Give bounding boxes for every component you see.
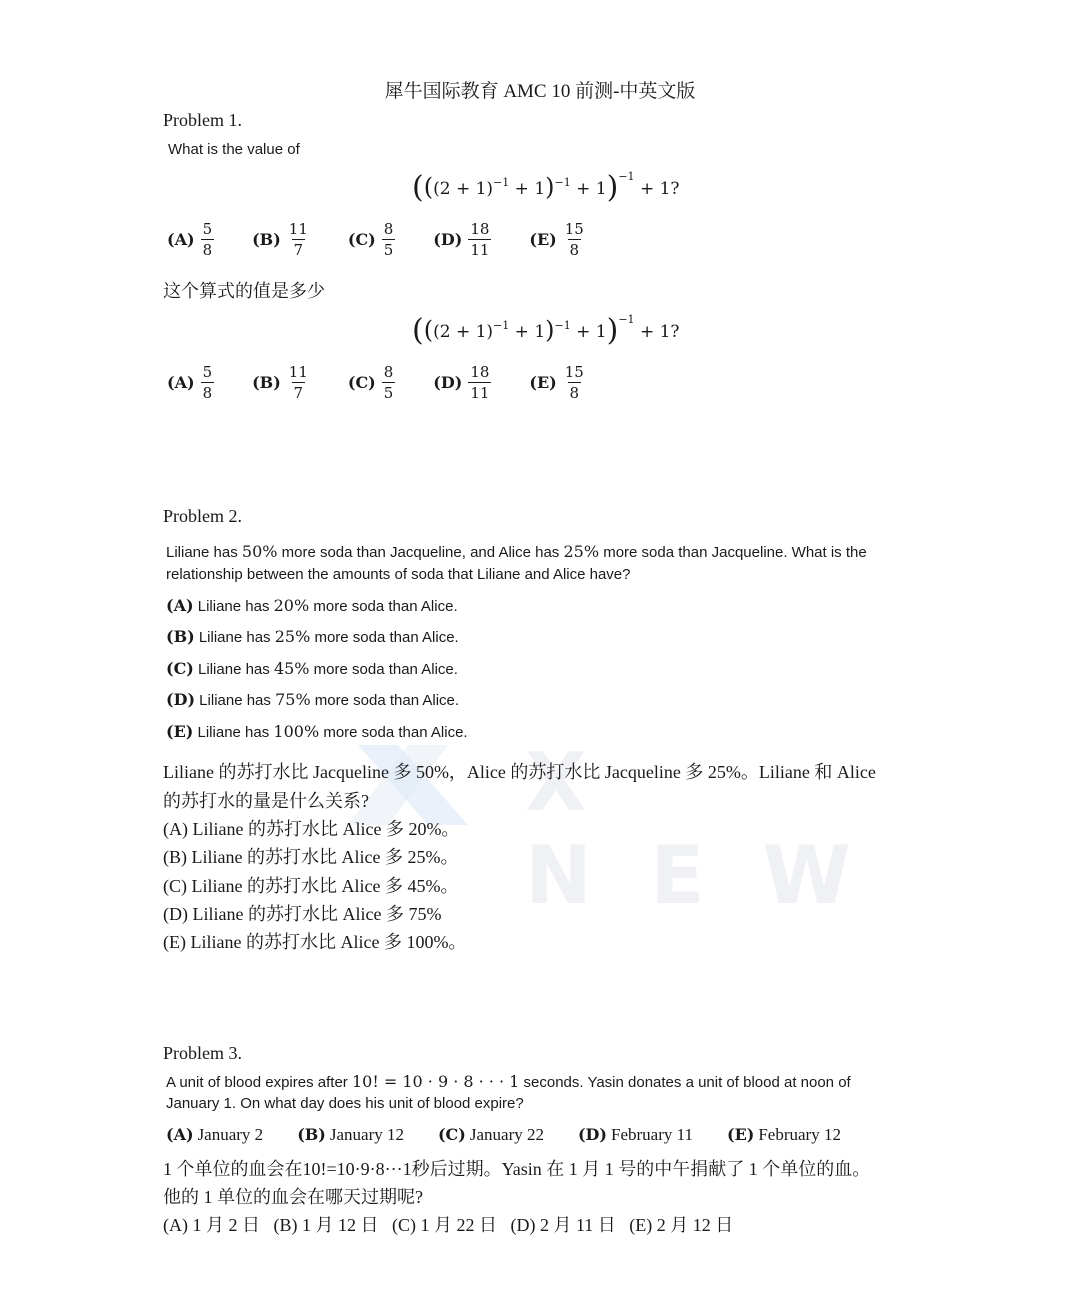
choice-a	[167, 364, 214, 401]
percent: 25%	[563, 542, 600, 561]
option-text: February 12	[758, 1125, 841, 1144]
choice-label: (C)	[347, 230, 376, 249]
expr-tail: + 1?	[634, 179, 680, 199]
text: more soda than Alice.	[310, 692, 460, 709]
text: A unit of blood expires after	[166, 1074, 352, 1091]
paren: (	[412, 313, 424, 348]
exponent: −1	[554, 176, 571, 189]
text: seconds. Yasin donates a unit of blood at noon of	[519, 1074, 851, 1091]
problem2-question-cn-line1: Liliane 的苏打水比 Jacqueline 多 50%，Alice 的苏打水比 Jacqueline 多 25%。Liliane 和 Alice	[163, 762, 876, 782]
paren: )	[545, 173, 555, 201]
problem3-title: Problem 3.	[163, 1043, 242, 1063]
numerator: 18	[470, 220, 490, 238]
fraction	[201, 364, 215, 401]
choice-label: (D)	[433, 230, 463, 249]
text: more soda than Alice.	[310, 629, 459, 646]
exponent: −1	[554, 319, 571, 332]
choice-label: (A)	[167, 230, 195, 249]
document-title: 犀牛国际教育 AMC 10 前测-中英文版	[384, 81, 696, 102]
expr-plus: + 1	[509, 179, 546, 199]
problem1-question-en: What is the value of	[168, 141, 300, 158]
option-label: (D)	[166, 690, 196, 709]
problem2-option-en-c	[166, 659, 458, 678]
expr-inner: (2 + 1)	[433, 179, 494, 199]
problem3-option-en-b	[297, 1125, 404, 1144]
percent: 20%	[273, 596, 310, 615]
denominator: 8	[569, 241, 580, 259]
paren: )	[606, 313, 619, 348]
problem1-choices-en	[167, 221, 624, 258]
fraction	[563, 221, 586, 258]
fraction	[468, 221, 491, 258]
denominator: 5	[383, 241, 394, 259]
watermark-text: X NEW	[525, 736, 909, 922]
choice-label: (B)	[252, 373, 281, 392]
percent: 45%	[273, 659, 310, 678]
problem2-option-cn-d: (D) Liliane 的苏打水比 Alice 多 75%	[163, 904, 442, 924]
problem3-question-cn-line1: 1 个单位的血会在10!=10·9·8···1秒后过期。Yasin 在 1 月 1 号的中午捐献了 1 个单位的血。	[163, 1159, 871, 1179]
paren: (	[412, 170, 424, 205]
problem2-question-cn-line2: 的苏打水的量是什么关系?	[163, 791, 369, 811]
paren: )	[606, 170, 619, 205]
problem1-expression-en	[412, 170, 680, 205]
numerator: 11	[288, 363, 308, 381]
paren: (	[423, 173, 434, 201]
expr-plus: + 1	[509, 322, 546, 342]
fraction	[382, 364, 396, 401]
option-label: (D)	[577, 1125, 607, 1144]
text: Liliane has	[195, 692, 276, 709]
choice-d	[433, 221, 491, 258]
problem2-option-en-d	[166, 690, 459, 709]
option-label: (C)	[166, 659, 194, 678]
option-text: January 22	[469, 1125, 544, 1144]
denominator: 5	[383, 384, 394, 402]
factorial-expression: 10! = 10 · 9 · 8 · · · 1	[351, 1072, 520, 1091]
text: Liliane has	[166, 544, 242, 561]
problem3-options-cn: (A) 1 月 2 日 (B) 1 月 12 日 (C) 1 月 22 日 (D) 2 月 11 日 (E) 2 月 12 日	[163, 1215, 734, 1235]
choice-e	[529, 364, 585, 401]
fraction	[287, 364, 310, 401]
percent: 25%	[274, 627, 311, 646]
denominator: 8	[202, 384, 213, 402]
problem3-question-line1	[166, 1072, 851, 1091]
problem3-question-line2: January 1. On what day does his unit of blood expire?	[166, 1095, 524, 1112]
problem2-question-line2: relationship between the amounts of soda that Liliane and Alice have?	[166, 566, 631, 583]
problem2-option-cn-e: (E) Liliane 的苏打水比 Alice 多 100%。	[163, 932, 467, 952]
problem2-option-en-a	[166, 596, 458, 615]
text: more soda than Jacqueline. What is the	[599, 544, 867, 561]
exponent: −1	[618, 170, 635, 183]
choice-b	[252, 364, 310, 401]
denominator: 7	[293, 241, 304, 259]
text: more soda than Jacqueline, and Alice has	[277, 544, 564, 561]
expr-inner: (2 + 1)	[433, 322, 494, 342]
percent: 75%	[275, 690, 311, 709]
problem2-option-en-b	[166, 627, 459, 646]
denominator: 11	[470, 241, 490, 259]
option-text: January 12	[329, 1125, 404, 1144]
numerator: 5	[202, 220, 213, 238]
exponent: −1	[618, 313, 635, 326]
exponent: −1	[493, 176, 510, 189]
problem2-option-en-e	[166, 722, 468, 741]
problem1-expression-cn	[412, 313, 680, 348]
option-label: (B)	[297, 1125, 326, 1144]
problem2-question-line1	[166, 542, 867, 561]
text: Liliane has	[193, 724, 274, 741]
problem3-options-en	[166, 1125, 875, 1145]
problem2-option-cn-a: (A) Liliane 的苏打水比 Alice 多 20%。	[163, 819, 460, 839]
problem2-option-cn-c: (C) Liliane 的苏打水比 Alice 多 45%。	[163, 876, 459, 896]
numerator: 18	[470, 363, 490, 381]
problem3-option-en-c	[438, 1125, 544, 1144]
option-label: (A)	[166, 1125, 194, 1144]
option-text: January 2	[197, 1125, 264, 1144]
fraction	[382, 221, 396, 258]
choice-label: (E)	[529, 373, 557, 392]
choice-e	[529, 221, 585, 258]
problem1-question-cn: 这个算式的值是多少	[163, 281, 325, 301]
choice-label: (C)	[347, 373, 376, 392]
percent: 50%	[241, 542, 278, 561]
fraction	[563, 364, 586, 401]
problem2-option-cn-b: (B) Liliane 的苏打水比 Alice 多 25%。	[163, 847, 459, 867]
numerator: 5	[202, 363, 213, 381]
option-label: (E)	[727, 1125, 755, 1144]
problem3-question-cn-line2: 他的 1 单位的血会在哪天过期呢?	[163, 1187, 423, 1207]
denominator: 7	[293, 384, 304, 402]
percent: 100%	[273, 722, 320, 741]
expr-plus: + 1	[570, 322, 607, 342]
problem2-title: Problem 2.	[163, 506, 242, 526]
text: more soda than Alice.	[319, 724, 468, 741]
option-label: (A)	[166, 596, 194, 615]
fraction	[287, 221, 310, 258]
numerator: 15	[564, 363, 584, 381]
paren: )	[545, 316, 555, 344]
numerator: 15	[564, 220, 584, 238]
numerator: 8	[383, 220, 394, 238]
denominator: 8	[569, 384, 580, 402]
choice-c	[348, 364, 395, 401]
problem1-title: Problem 1.	[163, 110, 242, 130]
choice-c	[348, 221, 395, 258]
option-label: (C)	[437, 1125, 466, 1144]
numerator: 8	[383, 363, 394, 381]
expr-tail: + 1?	[634, 322, 680, 342]
choice-b	[252, 221, 310, 258]
text: more soda than Alice.	[309, 661, 458, 678]
problem3-option-en-d	[578, 1125, 693, 1144]
numerator: 11	[288, 220, 308, 238]
expr-plus: + 1	[570, 179, 607, 199]
option-text: February 11	[611, 1125, 693, 1144]
exponent: −1	[493, 319, 510, 332]
denominator: 8	[202, 241, 213, 259]
fraction	[201, 221, 215, 258]
problem1-choices-cn	[167, 364, 624, 401]
choice-label: (B)	[252, 230, 281, 249]
choice-label: (A)	[167, 373, 195, 392]
text: Liliane has	[194, 629, 275, 646]
denominator: 11	[470, 384, 490, 402]
choice-label: (D)	[433, 373, 463, 392]
paren: (	[423, 316, 434, 344]
text: Liliane has	[193, 661, 274, 678]
text: Liliane has	[193, 598, 274, 615]
problem3-option-en-e	[727, 1125, 841, 1144]
choice-d	[433, 364, 491, 401]
fraction	[468, 364, 491, 401]
option-label: (E)	[166, 722, 194, 741]
choice-label: (E)	[529, 230, 557, 249]
text: more soda than Alice.	[309, 598, 458, 615]
problem3-option-en-a	[166, 1125, 263, 1144]
choice-a	[167, 221, 214, 258]
option-label: (B)	[166, 627, 195, 646]
